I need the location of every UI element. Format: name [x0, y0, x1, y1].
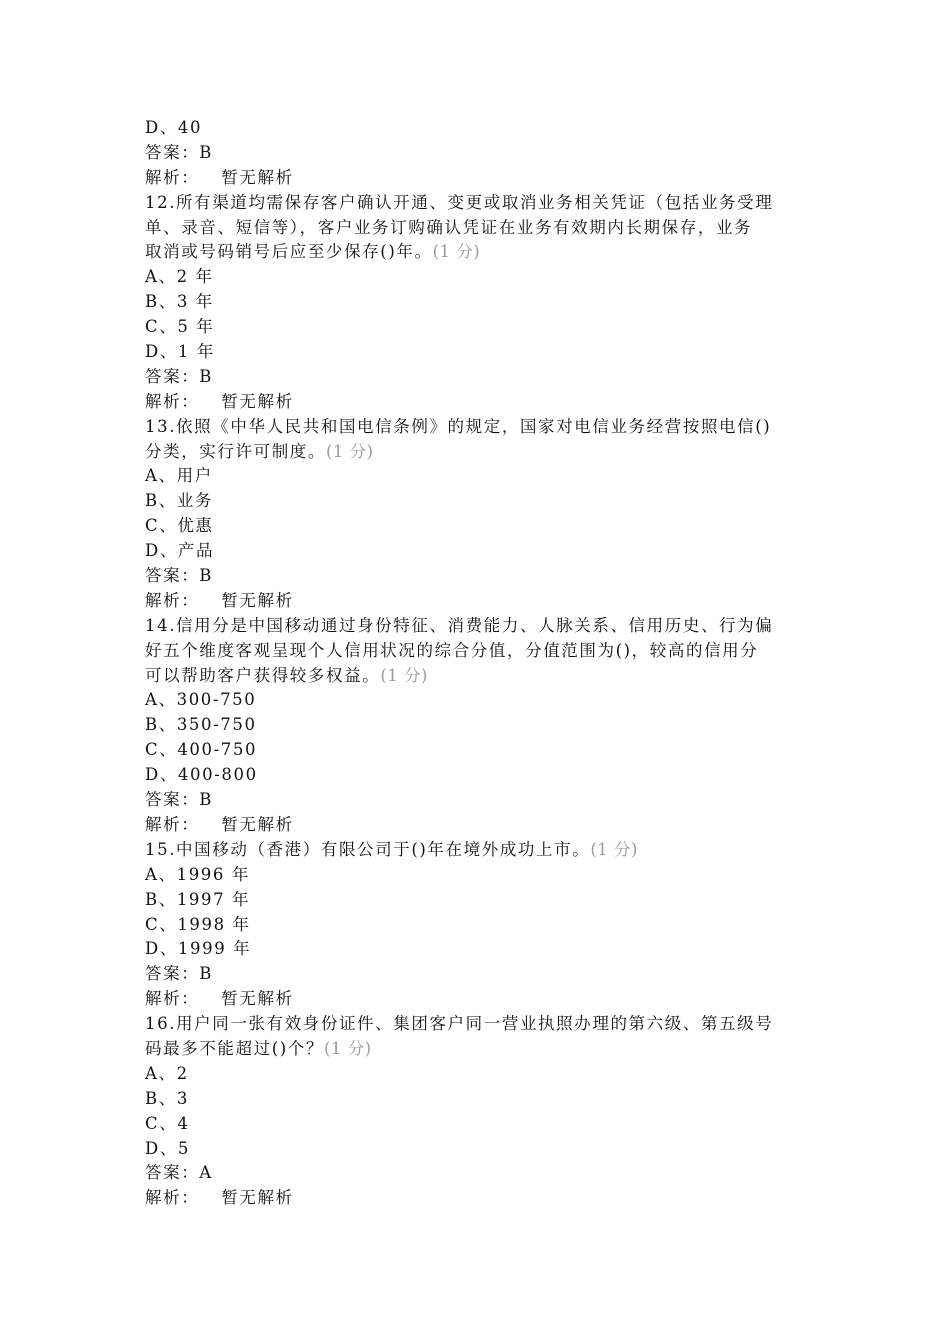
question-12 — [145, 191, 810, 415]
question-13 — [145, 415, 810, 614]
option-c: C、4 — [145, 1113, 190, 1133]
analysis-line — [145, 589, 810, 614]
option-d: D、40 — [145, 118, 203, 137]
analysis-line — [145, 1186, 810, 1211]
question-text-line: 15.中国移动（香港）有限公司于()年在境外成功上市。(1 分) — [145, 839, 638, 859]
option-c: C、400-750 — [145, 740, 258, 760]
option-b: B、业务 — [145, 491, 214, 511]
analysis-line — [145, 987, 810, 1012]
question-14 — [145, 614, 810, 838]
question-text-line: 好五个维度客观呈现个人信用状况的综合分值，分值范围为()，较高的信用分 — [145, 640, 759, 660]
option-b: B、3 — [145, 1088, 189, 1108]
analysis-line — [145, 390, 810, 415]
score-label: (1 分) — [326, 441, 374, 461]
question-text-line: 分类，实行许可制度。(1 分) — [145, 441, 374, 461]
answer-line: 答案：B — [145, 790, 214, 810]
analysis-text: 暂无解析 — [221, 814, 294, 834]
answer-line: 答案：B — [145, 366, 214, 386]
option-a: A、2 — [145, 1063, 189, 1083]
analysis-label: 解析： — [145, 590, 200, 610]
option-d: D、产品 — [145, 541, 215, 561]
option-a: A、2 年 — [145, 267, 214, 287]
score-label: (1 分) — [590, 839, 638, 859]
option-d: D、1 年 — [145, 342, 215, 362]
option-d: D、400-800 — [145, 765, 258, 785]
option-a: A、1996 年 — [145, 864, 250, 884]
option-d: D、5 — [145, 1138, 191, 1158]
score-label: (1 分) — [323, 1038, 372, 1058]
question-text-line: 单、录音、短信等），客户业务订购确认凭证在业务有效期内长期保存，业务 — [145, 217, 753, 237]
analysis-text: 暂无解析 — [221, 1188, 294, 1208]
question-text-line: 可以帮助客户获得较多权益。(1 分) — [145, 665, 428, 685]
answer-line: 答案：B — [145, 964, 214, 984]
question-text-line: 取消或号码销号后应至少保存()年。(1 分) — [145, 242, 481, 262]
question-text-line: 码最多不能超过()个？(1 分) — [145, 1038, 372, 1058]
answer-line: 答案：B — [145, 566, 214, 586]
analysis-text: 暂无解析 — [221, 391, 294, 411]
score-label: (1 分) — [432, 242, 481, 262]
question-text-line: 13.依照《中华人民共和国电信条例》的规定，国家对电信业务经营按照电信() — [145, 416, 772, 436]
option-d: D、1999 年 — [145, 939, 252, 959]
analysis-label: 解析： — [145, 391, 200, 411]
analysis-line — [145, 166, 810, 191]
answer-line: 答案：A — [145, 1163, 213, 1183]
question-15 — [145, 838, 810, 1012]
question-text-line: 16.用户同一张有效身份证件、集团客户同一营业执照办理的第六级、第五级号 — [145, 1014, 774, 1034]
analysis-label: 解析： — [145, 989, 200, 1009]
option-b: B、1997 年 — [145, 889, 251, 909]
analysis-text: 暂无解析 — [221, 989, 294, 1009]
option-a: A、300-750 — [145, 690, 257, 710]
score-label: (1 分) — [380, 665, 428, 685]
option-b: B、3 年 — [145, 292, 214, 312]
option-b: B、350-750 — [145, 715, 257, 735]
analysis-label: 解析： — [145, 1188, 200, 1208]
question-text-line: 14.信用分是中国移动通过身份特征、消费能力、人脉关系、信用历史、行为偏 — [145, 615, 774, 635]
option-c: C、5 年 — [145, 317, 215, 337]
analysis-text: 暂无解析 — [221, 167, 294, 187]
analysis-line — [145, 813, 810, 838]
option-a: A、用户 — [145, 466, 213, 486]
question-16 — [145, 1012, 810, 1211]
option-c: C、1998 年 — [145, 914, 251, 934]
analysis-label: 解析： — [145, 814, 200, 834]
analysis-text: 暂无解析 — [221, 590, 294, 610]
question-text-line: 12.所有渠道均需保存客户确认开通、变更或取消业务相关凭证（包括业务受理 — [145, 192, 774, 212]
option-c: C、优惠 — [145, 516, 214, 536]
analysis-label: 解析： — [145, 167, 200, 187]
document-page — [145, 116, 810, 1211]
answer-line: 答案：B — [145, 142, 214, 162]
